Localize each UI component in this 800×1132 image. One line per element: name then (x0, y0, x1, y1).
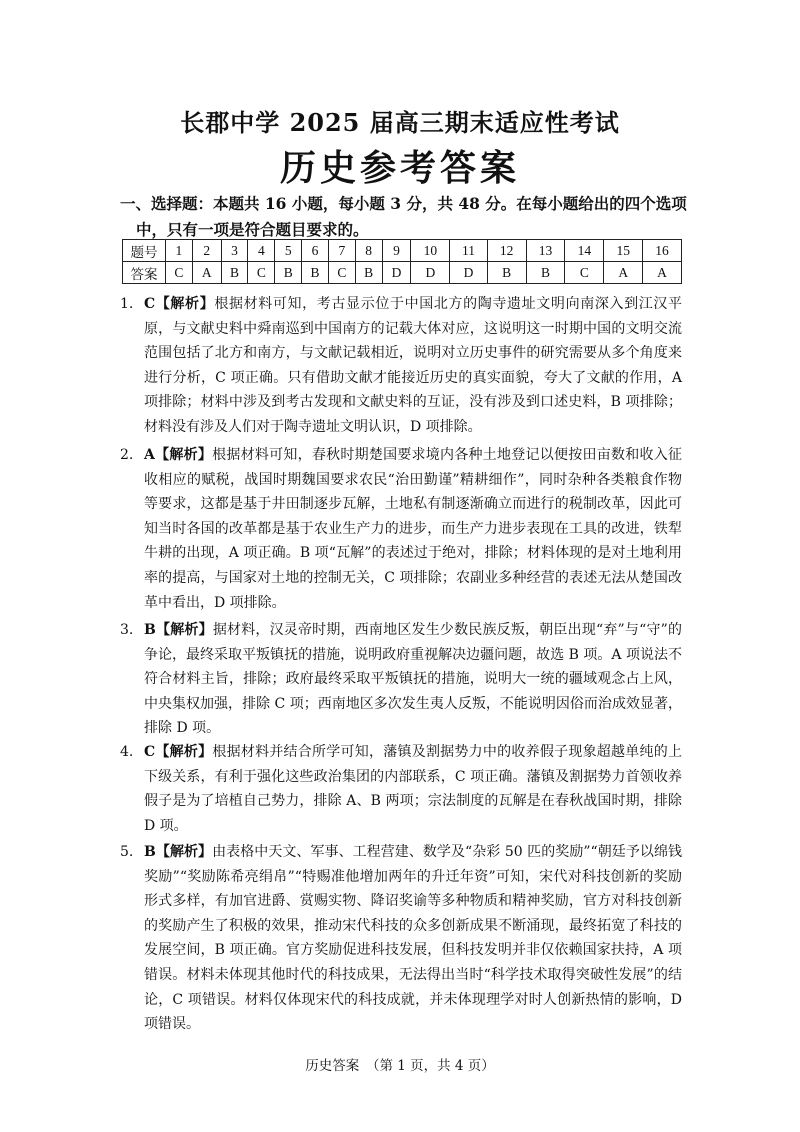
answer-cell: D (382, 262, 411, 284)
answer-cell: D (411, 262, 450, 284)
question-answer: B (144, 622, 156, 638)
explanation-text: 根据材料并结合所学可知，藩镇及割据势力中的收养假子现象超越单纯的上下级关系，有利于强化这些政治集团的内部联系，C 项正确。藩镇及割据势力首领收养假子是为了培植自己势力，排除 A、B 两项；宗法制度的瓦解是在春秋战国时期，排除 D 项。 (144, 744, 683, 834)
row-label-numbers: 题号 (123, 240, 166, 262)
explanation-text: 据材料，汉灵帝时期，西南地区发生少数民族反叛，朝臣出现“弃”与“守”的争论，最终采取平叛镇抚的措施，说明政府重视解决边疆问题，故选 B 项。A 项说法不符合材料主旨，排除；政府最终采取平叛镇抚的措施，说明大一统的疆域观念占上风，中央集权加强，排除 C 项；西南地区多次发生夷人反叛，不能说明因俗而治成效显著，排除 D 项。 (144, 622, 682, 737)
question-number-cell: 5 (275, 240, 302, 262)
question-number: 1. (120, 296, 134, 312)
answer-cell: C (565, 262, 604, 284)
question-number-cell: 6 (302, 240, 329, 262)
table-row-numbers (123, 240, 682, 262)
question-answer: C (144, 744, 156, 760)
row-label-answers: 答案 (123, 262, 166, 284)
answer-cell: B (526, 262, 565, 284)
analysis-tag: 【解析】 (155, 844, 213, 860)
answer-cell: C (166, 262, 193, 284)
analysis-tag: 【解析】 (155, 296, 215, 312)
exam-title: 长郡中学 2025 届高三期末适应性考试 (180, 108, 620, 137)
question-number-cell: 7 (328, 240, 355, 262)
answer-cell: A (643, 262, 682, 284)
explanation-text: 根据材料可知，考古显示位于中国北方的陶寺遗址文明向南深入到江汉平原，与文献史料中舜南巡到中国南方的记载大体对应，这说明这一时期中国的文明交流范围包括了北方和南方，与文献记载相近，说明对立历史事件的研究需要从多个角度来进行分析，C 项正确。只有借助文献才能接近历史的真实面貌，夸大了文献的作用，A 项排除；材料中涉及到考古发现和文献史料的互证，没有涉及到口述史料，B 项排除；材料没有涉及人们对于陶寺遗址文明认识，D 项排除。 (144, 296, 683, 435)
question-number-cell: 3 (221, 240, 248, 262)
question-number-cell: 4 (248, 240, 275, 262)
question-number-cell: 2 (192, 240, 221, 262)
question-number-cell: 14 (565, 240, 604, 262)
question-number-cell: 1 (166, 240, 193, 262)
answer-cell: B (302, 262, 329, 284)
question-number-cell: 13 (526, 240, 565, 262)
analysis-tag: 【解析】 (155, 622, 213, 638)
answer-cell: A (192, 262, 221, 284)
answer-cell: B (221, 262, 248, 284)
answer-cell: B (275, 262, 302, 284)
question-explanation-2 (120, 443, 682, 615)
question-number-cell: 11 (450, 240, 488, 262)
question-explanation-4 (120, 740, 682, 838)
answer-cell: A (604, 262, 643, 284)
question-number: 2. (120, 447, 134, 463)
explanation-text: 根据材料可知，春秋时期楚国要求境内各种土地登记以便按田亩数和收入征收相应的赋税，战国时期魏国要求农民“治田勤谨”精耕细作”，同时杂种各类粮食作物等要求，这都是基于井田制逐步瓦解，土地私有制逐渐确立而进行的税制改革，因此可知当时各国的改革都是基于农业生产力的进步，而生产力进步表现在工具的改进，铁犁牛耕的出现，A 项正确。B 项“瓦解”的表述过于绝对，排除；材料体现的是对土地利用率的提高，与国家对土地的控制无关，C 项排除；农副业多种经营的表述无法从楚国改革中看出，D 项排除。 (144, 447, 682, 611)
question-explanation-3 (120, 618, 682, 741)
question-answer: A (144, 447, 155, 463)
question-number: 3. (120, 622, 134, 638)
question-number-cell: 15 (604, 240, 643, 262)
answer-table (122, 239, 682, 284)
question-number: 4. (120, 744, 134, 760)
question-number-cell: 9 (382, 240, 411, 262)
answer-cell: C (248, 262, 275, 284)
question-number-cell: 12 (487, 240, 526, 262)
question-answer: B (144, 844, 156, 860)
answer-cell: C (328, 262, 355, 284)
explanation-text: 由表格中天文、军事、工程营建、数学及“杂彩 50 匹的奖励”“朝廷予以绵钱奖励”“奖励陈希亮绢帛”“特赐准他增加两年的升迁年资”可知，宋代对科技创新的奖励形式多样，有加官进爵、赏赐实物、降诏奖谕等多种物质和精神奖励，官方对科技创新的奖励产生了积极的效果，推动宋代科技的众多创新成果不断涌现，最终拓宽了科技的发展空间，B 项正确。官方奖励促进科技发展，但科技发明并非仅依赖国家扶持，A 项错误。材料未体现其他时代的科技成果，无法得出当时“科学技术取得突破性发展”的结论，C 项错误。材料仅体现宋代的科技成就，并未体现理学对时人创新热情的影响，D 项错误。 (144, 844, 683, 1033)
question-number: 5. (120, 844, 134, 860)
table-row-answers (123, 262, 682, 284)
question-number-cell: 8 (355, 240, 382, 262)
question-number-cell: 10 (411, 240, 450, 262)
analysis-tag: 【解析】 (154, 447, 213, 463)
question-explanation-1 (120, 292, 682, 440)
section-intro: 一、选择题：本题共 16 小题，每小题 3 分，共 48 分。在每小题给出的四个选项中，只有一项是符合题目要求的。 (120, 194, 687, 239)
answer-cell: D (450, 262, 488, 284)
question-number-cell: 16 (643, 240, 682, 262)
question-explanation-5 (120, 840, 682, 1037)
answer-cell: B (355, 262, 382, 284)
answer-cell: B (487, 262, 526, 284)
page-footer: 历史答案 （第 1 页，共 4 页） (305, 1058, 495, 1074)
analysis-tag: 【解析】 (155, 744, 213, 760)
question-answer: C (144, 296, 156, 312)
page-title: 历史参考答案 (279, 147, 520, 189)
